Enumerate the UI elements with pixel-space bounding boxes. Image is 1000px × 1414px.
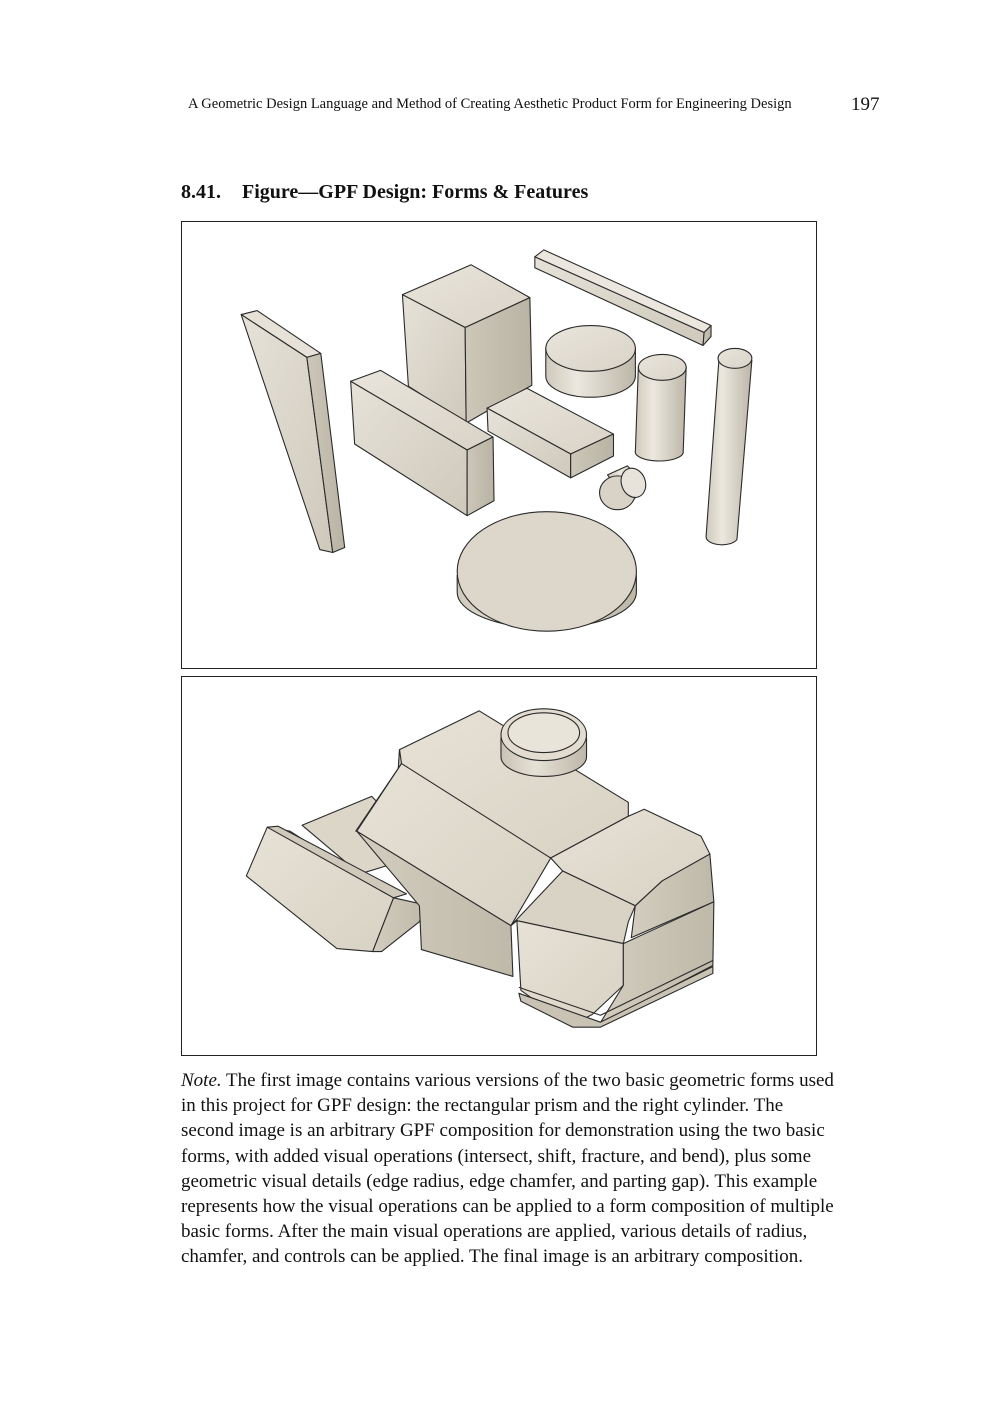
medium-cylinder-shape xyxy=(635,354,686,461)
figure-title: Figure—GPF Design: Forms & Features xyxy=(242,181,589,203)
note-line-3: second image is an arbitrary GPF composition for demonstration using the two basic xyxy=(181,1120,825,1142)
note-line-5: geometric visual details (edge radius, edge chamfer, and parting gap). This example xyxy=(181,1170,818,1192)
short-cylinder-shape xyxy=(546,326,636,398)
note-label: Note. xyxy=(181,1070,222,1091)
figure-heading xyxy=(181,181,588,204)
tall-slab-shape xyxy=(241,311,345,553)
flat-block-shape xyxy=(487,388,613,478)
gpf-composition-illustration xyxy=(182,677,816,1055)
figure-number: 8.41. xyxy=(181,181,221,203)
basic-forms-illustration xyxy=(182,222,816,668)
figure-note xyxy=(181,1068,881,1270)
figure-panel-basic-forms xyxy=(181,221,817,669)
small-cylinder-shape xyxy=(600,465,650,510)
note-line-7: basic forms. After the main visual operations are applied, various details of radius, xyxy=(181,1221,808,1243)
note-line-8: chamfer, and controls can be applied. The final image is an arbitrary composition. xyxy=(181,1246,803,1268)
figure-panel-gpf-composition xyxy=(181,676,817,1056)
note-line-4: forms, with added visual operations (intersect, shift, fracture, and bend), plus some xyxy=(181,1145,811,1167)
running-header: A Geometric Design Language and Method of Creating Aesthetic Product Form for Engineering Design xyxy=(188,96,792,112)
flat-disc-shape xyxy=(457,512,636,631)
note-line-2: in this project for GPF design: the rectangular prism and the right cylinder. The xyxy=(181,1095,784,1117)
page-number: 197 xyxy=(851,94,880,115)
tall-cylinder-shape xyxy=(706,348,752,544)
top-cylinder-knob xyxy=(501,709,587,777)
note-line-6: represents how the visual operations can be applied to a form composition of multiple xyxy=(181,1196,834,1218)
note-line-1-text: The first image contains various versions of the two basic geometric forms used xyxy=(221,1070,834,1091)
note-line-1 xyxy=(181,1068,881,1093)
